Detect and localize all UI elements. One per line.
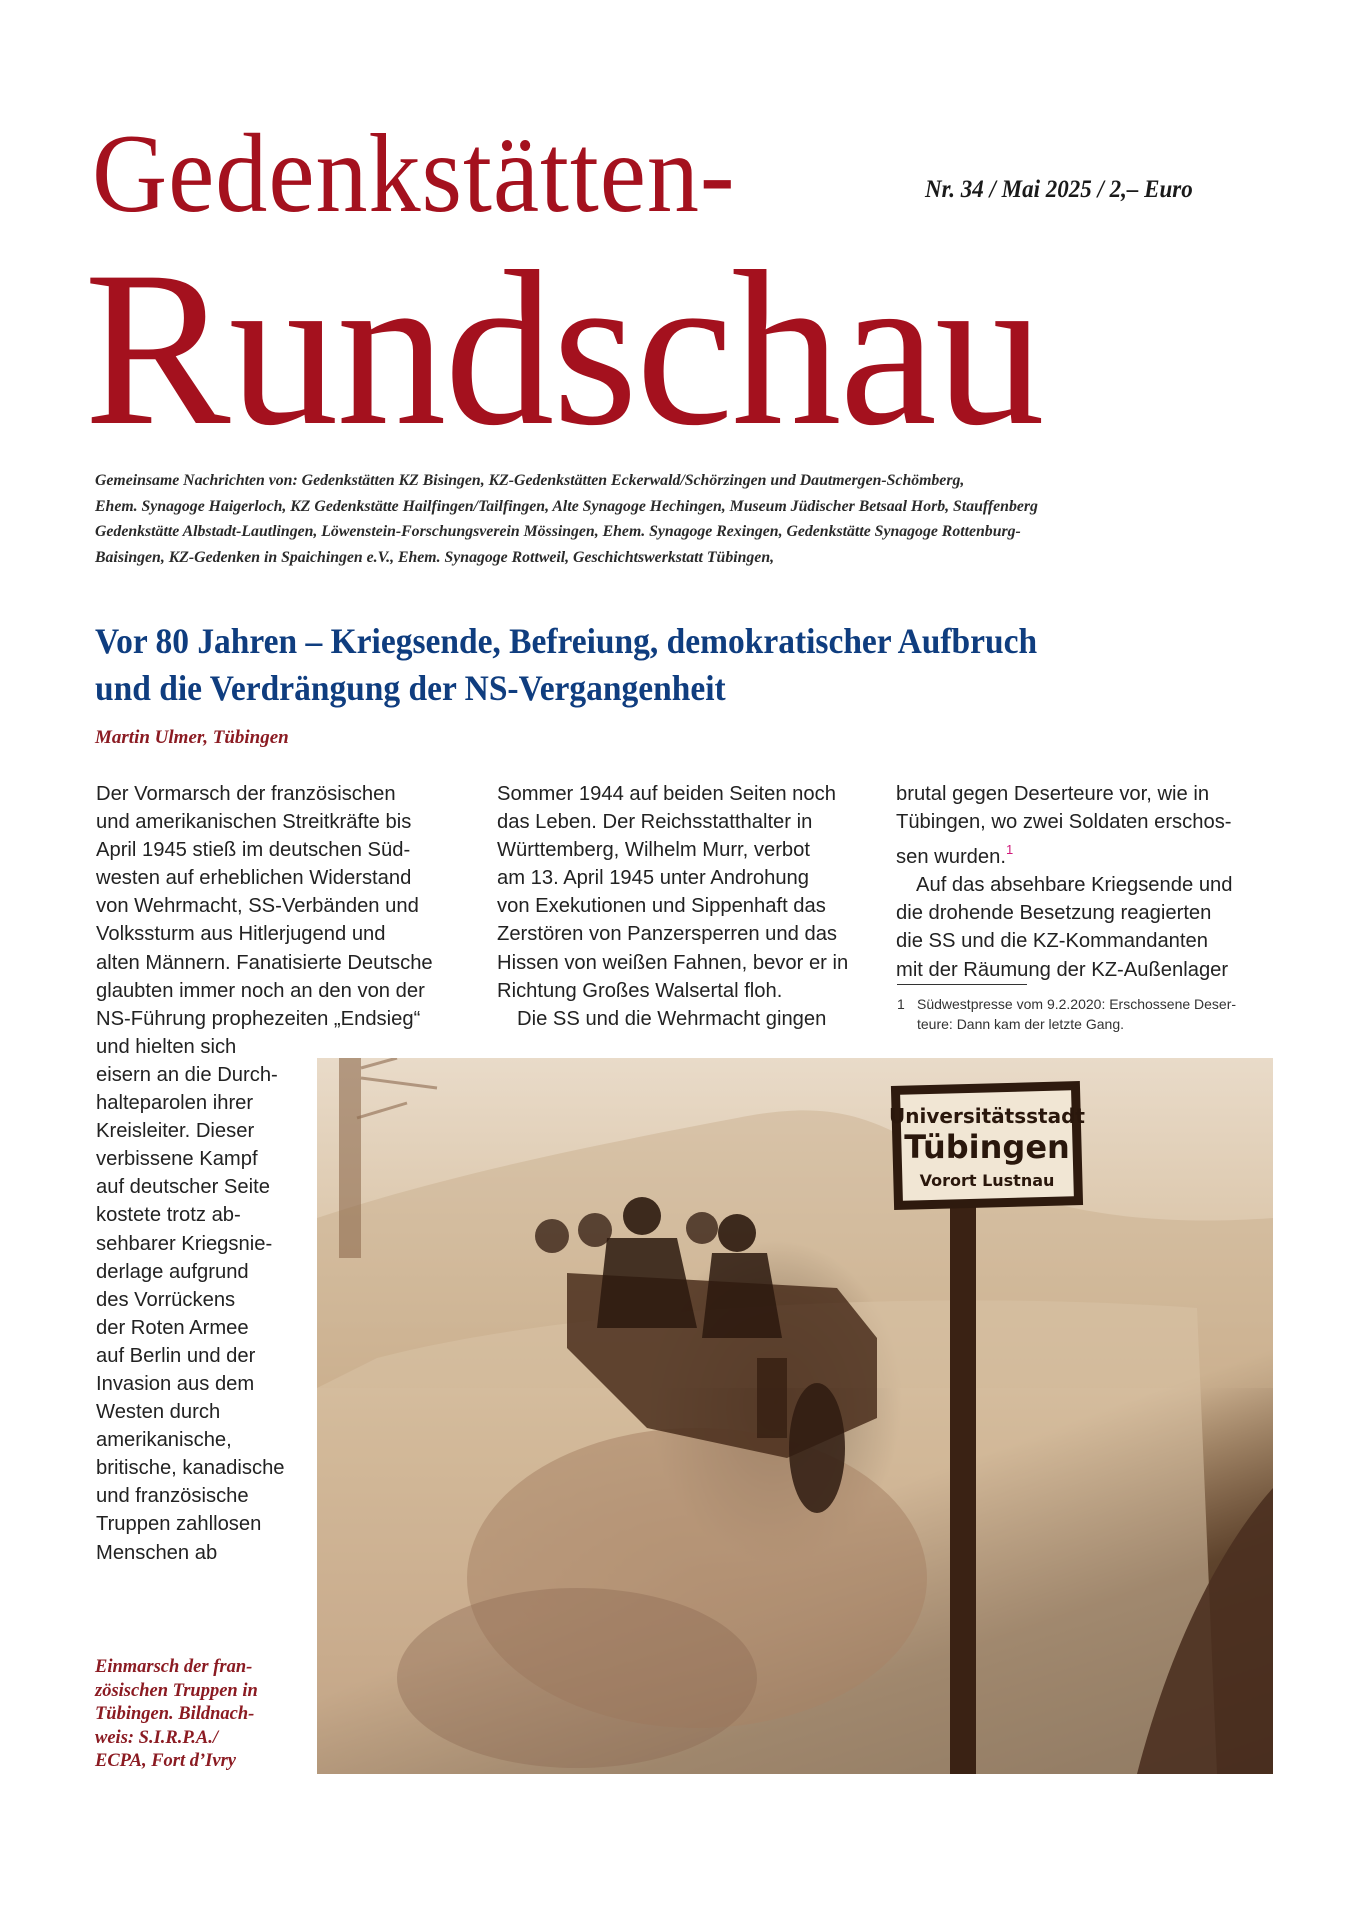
text-line: Auf das absehbare Kriegsende und <box>916 874 1233 897</box>
footnote-line <box>897 994 1236 1014</box>
text-line: und französische <box>96 1485 249 1508</box>
text-line: von Exekutionen und Sippenhaft das <box>497 895 826 918</box>
text-line: April 1945 stieß im deutschen Süd- <box>96 839 411 862</box>
masthead-title-line1: Gedenkstätten- <box>92 112 736 236</box>
caption-line: Einmarsch der fran- <box>95 1657 253 1677</box>
text-line: Tübingen, wo zwei Soldaten erschos- <box>896 811 1232 834</box>
text-line: derlage aufgrund <box>96 1260 249 1283</box>
text-line: sehbarer Kriegsnie- <box>96 1232 273 1255</box>
text-fragment: sen wurden. <box>896 846 1006 869</box>
partner-list <box>95 468 1285 570</box>
footnote-text: Südwestpresse vom 9.2.2020: Erschossene Deser- <box>917 996 1237 1012</box>
sign-post <box>950 1196 976 1774</box>
text-line: Richtung Großes Walsertal floh. <box>497 979 783 1002</box>
text-line: mit der Räumung der KZ-Außenlager <box>896 958 1229 981</box>
dust-cloud <box>397 1588 757 1768</box>
article-column-3 <box>896 780 1276 984</box>
issue-info: Nr. 34 / Mai 2025 / 2,– Euro <box>925 176 1193 203</box>
text-line: und amerikanischen Streitkräfte bis <box>96 811 412 834</box>
text-line: Sommer 1944 auf beiden Seiten noch <box>497 783 836 805</box>
sign-line-3: Vorort Lustnau <box>919 1171 1055 1190</box>
masthead-title-line2: Rundschau <box>84 226 1043 472</box>
soldier-head <box>535 1219 569 1253</box>
partner-line: Baisingen, KZ-Gedenken in Spaichingen e.V., Ehem. Synagoge Rottweil, Geschichtswerkstatt Tübingen, <box>95 548 775 566</box>
caption-line: Tübingen. Bildnach- <box>95 1704 255 1724</box>
text-line: auf deutscher Seite <box>96 1176 270 1199</box>
text-line: Menschen ab <box>96 1541 218 1564</box>
sign-line-2: Tübingen <box>904 1128 1070 1166</box>
tree-trunk <box>339 1058 361 1258</box>
text-line: halteparolen ihrer <box>96 1092 254 1115</box>
text-line: Die SS und die Wehrmacht gingen <box>517 1007 827 1030</box>
footnote-reference[interactable]: 1 <box>1005 842 1014 858</box>
text-line: Württemberg, Wilhelm Murr, verbot <box>497 839 810 862</box>
text-line: Hissen von weißen Fahnen, bevor er in <box>497 951 849 974</box>
caption-line: weis: S.I.R.P.A./ <box>95 1727 219 1748</box>
text-line: verbissene Kampf <box>96 1148 258 1171</box>
vehicle-wheel <box>789 1383 845 1513</box>
photo-illustration <box>317 1058 1273 1774</box>
footnote-divider <box>897 984 1027 985</box>
text-line: Zerstören von Panzersperren und das <box>497 923 838 946</box>
text-line: Der Vormarsch der französischen <box>96 783 396 805</box>
text-line: glaubten immer noch an den von der <box>96 979 425 1002</box>
text-line: eisern an die Durch- <box>96 1063 278 1086</box>
soldier-head <box>686 1212 718 1244</box>
text-line: und hielten sich <box>96 1035 237 1058</box>
text-line: amerikanische, <box>96 1429 232 1452</box>
text-line: Invasion aus dem <box>96 1372 255 1395</box>
partner-line: Ehem. Synagoge Haigerloch, KZ Gedenkstätte Hailfingen/Tailfingen, Alte Synagoge Hechingen, Museum Jüdischer Betsaal Horb, Stauffenberg <box>95 497 1038 515</box>
text-line: das Leben. Der Reichsstatthalter in <box>497 811 813 834</box>
soldier-head <box>623 1197 661 1235</box>
caption-line: ECPA, Fort d’Ivry <box>95 1751 236 1771</box>
text-line: auf Berlin und der <box>96 1344 256 1367</box>
tree-branches <box>357 1058 437 1118</box>
article-column-2 <box>497 780 867 1033</box>
text-line: der Roten Armee <box>96 1316 249 1339</box>
text-line: von Wehrmacht, SS-Verbänden und <box>96 895 419 918</box>
headline-line: und die Verdrängung der NS-Vergangenheit <box>95 668 726 708</box>
text-line: Kreisleiter. Dieser <box>96 1120 255 1143</box>
text-line: kostete trotz ab- <box>96 1204 241 1227</box>
text-line: Westen durch <box>96 1401 221 1424</box>
partner-line: Gedenkstätte Albstadt-Lautlingen, Löwenstein-Forschungsverein Mössingen, Ehem. Synagoge Rexingen, Gedenkstätte Synagoge Rottenburg- <box>95 523 1021 540</box>
footnote-line: teure: Dann kam der letzte Gang. <box>917 1016 1124 1032</box>
text-line: am 13. April 1945 unter Androhung <box>497 867 810 890</box>
text-line: alten Männern. Fanatisierte Deutsche <box>96 951 433 974</box>
text-line: brutal gegen Deserteure vor, wie in <box>896 783 1210 805</box>
headline-line: Vor 80 Jahren – Kriegsende, Befreiung, demokratischer Aufbruch <box>95 621 1038 661</box>
text-line: NS-Führung prophezeiten „Endsieg“ <box>96 1007 421 1030</box>
photo-caption <box>95 1656 295 1774</box>
text-line: die SS und die KZ-Kommandanten <box>896 930 1208 953</box>
sign-line-1: Universitätsstadt <box>889 1104 1085 1128</box>
footnote-number: 1 <box>897 996 905 1012</box>
article-headline <box>95 618 1295 712</box>
partner-line: Gemeinsame Nachrichten von: Gedenkstätten KZ Bisingen, KZ-Gedenkstätten Eckerwald/Schörzingen und Dautmergen-Schömberg, <box>95 472 965 489</box>
article-byline: Martin Ulmer, Tübingen <box>95 727 289 748</box>
text-line: Truppen zahllosen <box>96 1513 262 1536</box>
text-line: die drohende Besetzung reagierten <box>896 902 1212 925</box>
vehicle-spare <box>757 1358 787 1438</box>
footnote <box>897 994 1236 1034</box>
text-line: Volkssturm aus Hitlerjugend und <box>96 923 386 946</box>
text-line: des Vorrückens <box>96 1288 236 1311</box>
text-line <box>896 836 1276 871</box>
text-line: britische, kanadische <box>96 1457 285 1480</box>
soldier-head <box>718 1214 756 1252</box>
text-line: westen auf erheblichen Widerstand <box>96 867 412 890</box>
caption-line: zösischen Truppen in <box>95 1680 258 1701</box>
historical-photo <box>317 1058 1273 1774</box>
